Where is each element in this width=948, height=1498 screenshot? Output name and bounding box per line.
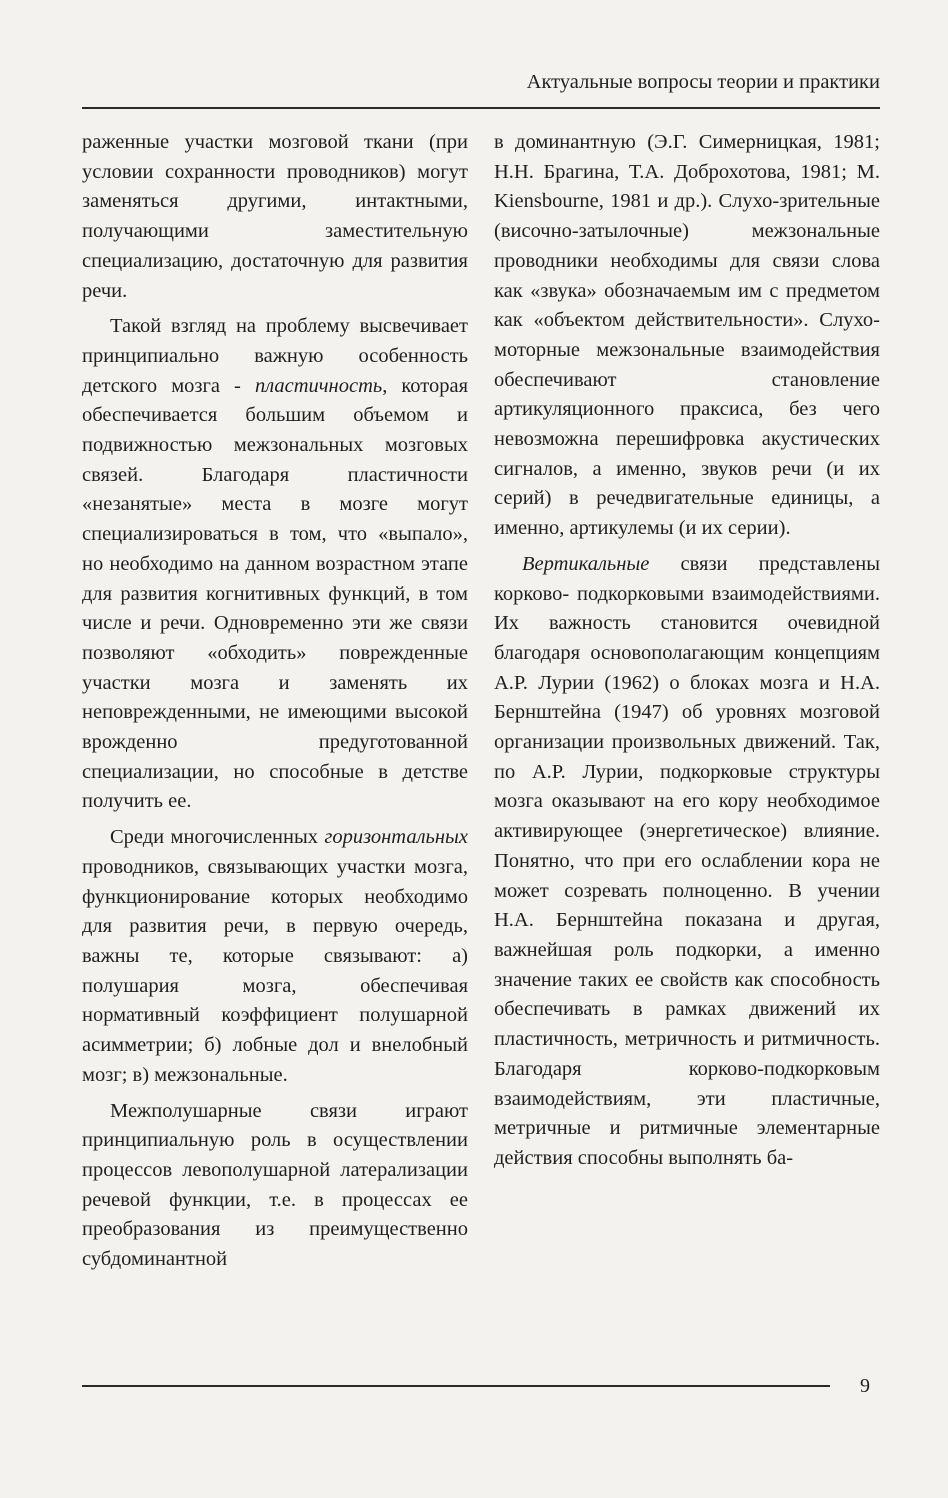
paragraph-plasticity [82, 312, 468, 817]
right-column [494, 128, 880, 1174]
running-head-title: Актуальные вопросы теории и практики [526, 71, 880, 93]
emphasis-term: Вертикальные [522, 552, 650, 575]
paragraph-text: Такой взгляд на проблему высвечивает принципиально важную особенность детского мозга - [82, 315, 468, 397]
paragraph-text: проводников, связывающих участки мозга, функционирование которых необходимо для развития речи, в первую очередь, важны те, которые связывают: а) полушария мозга, обеспечивая нормативный коэффициент полушарной асимметрии; б) лобные дол и внелобный мозг; в) межзональные. [82, 855, 468, 1086]
emphasis-term: пластичность [254, 374, 383, 397]
paragraph-horizontal [82, 823, 468, 1090]
paragraph-continuation: раженные участки мозговой ткани (при условии сохранности проводников) могут заменяться другими, интактными, получающими заместительную специализацию, достаточную для развития речи. [82, 131, 468, 302]
paragraph-interhemispheric: Межполушарные связи играют принципиальную роль в осуществлении процессов левополушарной латерализации речевой функции, т.е. в процессах ее преобразования из преимущественно субдоминантной [82, 1099, 468, 1271]
paragraph-text: Среди многочисленных [110, 826, 325, 849]
paragraph-vertical [494, 550, 880, 1174]
emphasis-term: горизонтальных [324, 826, 468, 849]
paragraph-text: , которая обеспечивается большим объемом и подвижностью межзональных мозговых связей. Благодаря пластичности «незанятые» места в мозге могут специализироваться в том, что «выпало», но необходимо на данном возрастном этапе для развития когнитивных функций, в том числе и речи. Одновременно эти же связи позволяют «обходить» поврежденные участки мозга и заменять их неповрежденными, не имеющими высокой врожденно предуготованной специализации, но способные в детстве получить ее. [82, 374, 468, 813]
left-column [82, 128, 468, 1275]
page-number: 9 [860, 1375, 870, 1397]
footer-rule [82, 1385, 830, 1387]
header-rule [82, 107, 880, 109]
paragraph-continuation: в доминантную (Э.Г. Симерницкая, 1981; Н.Н. Брагина, Т.А. Доброхотова, 1981; M. Kiensbourne, 1981 и др.). Слухо-зрительные (височно-затылочные) межзональные проводники необходимы для связи слова как «звука» обозначаемым им с предметом как «объектом действительности». Слухо-моторные межзональные взаимодействия обеспечивают становление артикуляционного праксиса, без чего невозможна перешифровка акустических сигналов, а именно, звуков речи (и их серий) в речедвигательные единицы, а именно, артикулемы (и их серии). [494, 131, 880, 540]
paragraph-text: связи представлены корково- подкорковыми взаимодействиями. Их важность становится очевидной благодаря основополагающим концепциям А.Р. Лурии (1962) о блоках мозга и Н.А. Бернштейна (1947) об уровнях мозговой организации произвольных движений. Так, по А.Р. Лурии, подкорковые структуры мозга оказывают на его кору необходимое активирующее (энергетическое) влияние. Понятно, что при его ослаблении кора не может созревать полноценно. В учении Н.А. Бернштейна показана и другая, важнейшая роль подкорки, а именно значение таких ее свойств как способность обеспечивать в рамках движений их пластичность, метричность и ритмичность. Благодаря корково-подкорковым взаимодействиям, эти пластичные, метричные и ритмичные элементарные действия способны выполнять ба- [494, 552, 880, 1169]
